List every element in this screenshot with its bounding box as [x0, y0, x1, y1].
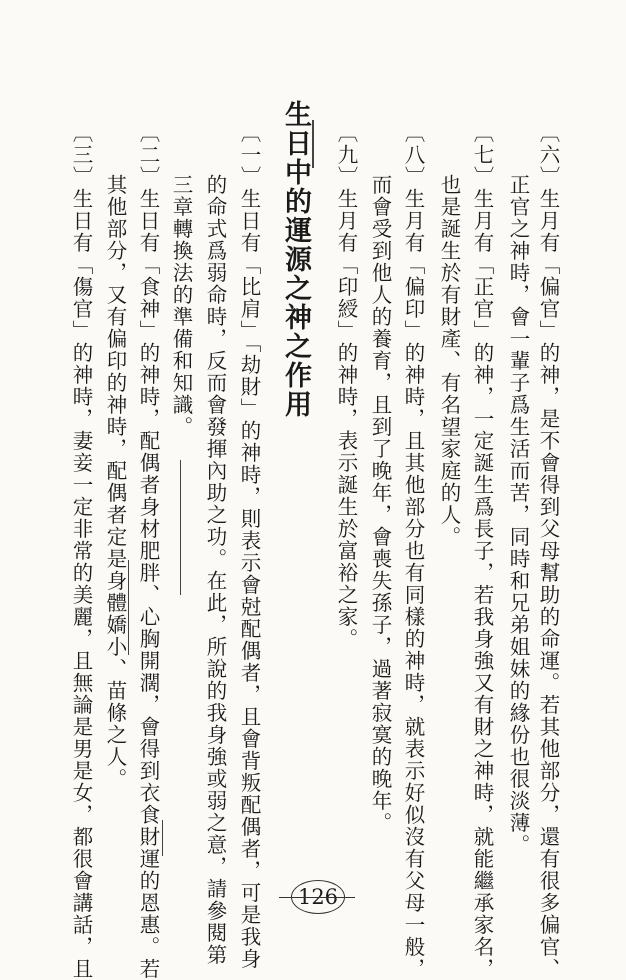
heading-margin-mark — [312, 120, 314, 168]
paragraph-9-line-1: 〔九〕生月有「印綬」的神時，表示誕生於富裕之家。 — [334, 122, 358, 650]
section-1-line-1: 〔一〕生日有「比肩」「劫財」的神時，則表示會尅配偶者，且會背叛配偶者，可是我身 — [237, 122, 261, 970]
section-2-line-2: 其他部分，又有偏印的神時，配偶者定是身體嬌小、苗條之人。 — [103, 174, 127, 790]
section-1-line-3: 三章轉換法的準備和知識。 — [169, 174, 193, 438]
paragraph-7-line-1: 〔七〕生月有「正官」的神，一定誕生爲長子，若我身強又有財之神時，就能繼承家名， — [470, 122, 494, 980]
underline-mark — [128, 560, 129, 655]
paragraph-6-line-1: 〔六〕生月有「偏官」的神，是不會得到父母幫助的命運。若其他部分，還有很多偏官、 — [536, 122, 560, 980]
underline-mark — [162, 820, 163, 856]
paragraph-8-line-1: 〔八〕生月有「偏印」的神時，且其他部分也有同樣的神時，就表示好似沒有父母一般， — [401, 122, 425, 980]
section-3-line-1: 〔三〕生日有「傷官」的神時，妻妾一定非常的美麗，且無論是男是女，都很會講話，且 — [69, 122, 93, 980]
page-number-text: 126 — [297, 885, 339, 909]
page-number — [283, 878, 353, 916]
section-2-line-1: 〔二〕生日有「食神」的神時，配偶者身材肥胖、心胸開濶，會得到衣食財運的恩惠。若 — [136, 122, 160, 980]
section-heading: 生日中的運源之神之作用 — [280, 100, 311, 419]
paragraph-8-line-2: 而會受到他人的養育，且到了晚年，會喪失孫子，過著寂寞的晚年。 — [368, 174, 392, 834]
paragraph-7-line-2: 也是誕生於有財產、有名望家庭的人。 — [437, 174, 461, 548]
underline-mark — [180, 460, 181, 595]
paragraph-6-line-2: 正官之神時，會一輩子爲生活而苦，同時和兄弟姐妹的緣份也很淡薄。 — [506, 174, 530, 856]
section-1-line-2: 的命式爲弱命時，反而會發揮內助之功。在此，所說的我身強或弱之意，請參閱第 — [203, 174, 227, 966]
